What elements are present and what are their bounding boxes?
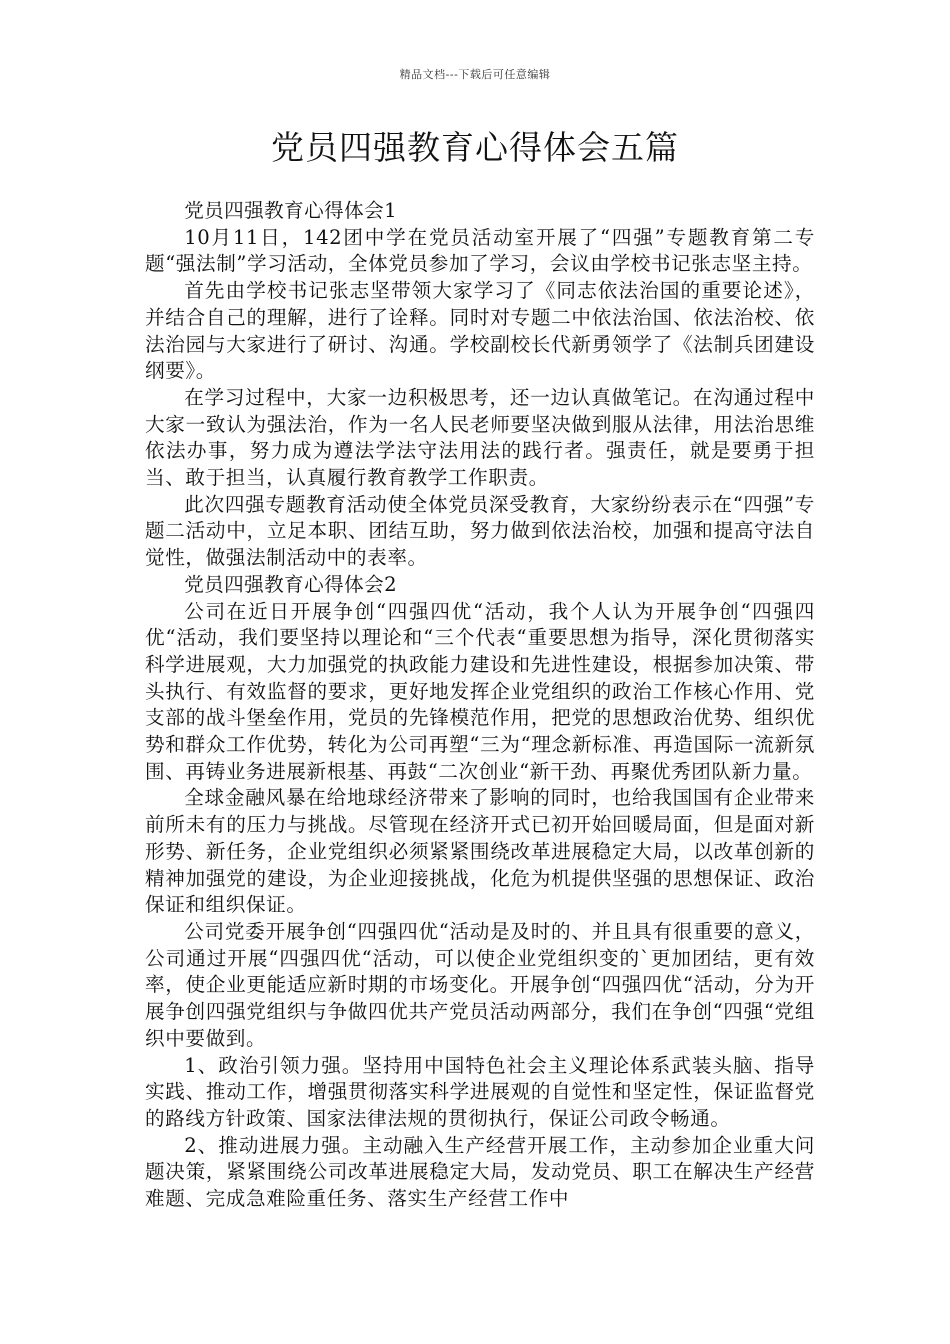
document-body	[145, 198, 815, 1213]
paragraph: 首先由学校书记张志坚带领大家学习了《同志依法治国的重要论述》，并结合自己的理解，进行了诠释。同时对专题二中依法治国、依法治校、依法治园与大家进行了研讨、沟通。学校副校长代新勇领学了《法制兵团建设纲要》。	[145, 279, 815, 383]
paragraph: 在学习过程中，大家一边积极思考，还一边认真做笔记。在沟通过程中大家一致认为强法治，作为一名人民老师要坚决做到服从法律，用法治思维依法办事，努力成为遵法学法守法用法的践行者。强责任，就是要勇于担当、敢于担当，认真履行教育教学工作职责。	[145, 385, 815, 490]
header-note: 精品文档---下载后可任意编辑	[399, 68, 551, 81]
paragraph: 此次四强专题教育活动使全体党员深受教育，大家纷纷表示在“四强”专题二活动中，立足本职、团结互助，努力做到依法治校，加强和提高守法自觉性，做强法制活动中的表率。	[145, 492, 815, 570]
paragraph: 10月11日，142团中学在党员活动室开展了“四强”专题教育第二专题“强法制”学习活动，全体党员参加了学习，会议由学校书记张志坚主持。	[145, 225, 815, 276]
paragraph: 全球金融风暴在给地球经济带来了影响的同时，也给我国国有企业带来前所未有的压力与挑战。尽管现在经济开式已初开始回暖局面，但是面对新形势、新任务，企业党组织必须紧紧围绕改革进展稳定大局，以改革创新的精神加强党的建设，为企业迎接挑战，化危为机提供坚强的思想保证、政治保证和组织保证。	[145, 786, 815, 917]
paragraph: 公司在近日开展争创“四强四优“活动，我个人认为开展争创“四强四优“活动，我们要坚持以理论和“三个代表“重要思想为指导，深化贯彻落实科学进展观，大力加强党的执政能力建设和先进性建设，根据参加决策、带头执行、有效监督的要求，更好地发挥企业党组织的政治工作核心作用、党支部的战斗堡垒作用，党员的先锋模范作用，把党的思想政治优势、组织优势和群众工作优势，转化为公司再塑“三为“理念新标准、再造国际一流新氛围、再铸业务进展新根基、再鼓“二次创业“新干劲、再聚优秀团队新力量。	[145, 599, 815, 783]
paragraph: 1、政治引领力强。坚持用中国特色社会主义理论体系武装头脑、指导实践、推动工作，增强贯彻落实科学进展观的自觉性和坚定性，保证监督党的路线方针政策、国家法律法规的贯彻执行，保证公司政令畅通。	[145, 1053, 815, 1130]
section-heading: 党员四强教育心得体会1	[184, 199, 397, 222]
document-title: 党员四强教育心得体会五篇	[271, 128, 679, 167]
section-heading: 党员四强教育心得体会2	[184, 572, 397, 596]
paragraph: 公司党委开展争创“四强四优“活动是及时的、并且具有很重要的意义，公司通过开展“四强四优“活动，可以使企业党组织变的`更加团结，更有效率，使企业更能适应新时期的市场变化。开展争创“四强四优“活动，分为开展争创四强党组织与争做四优共产党员活动两部分，我们在争创“四强“党组织中要做到。	[145, 919, 815, 1050]
paragraph: 2、推动进展力强。主动融入生产经营开展工作，主动参加企业重大问题决策，紧紧围绕公司改革进展稳定大局，发动党员、职工在解决生产经营难题、完成急难险重任务、落实生产经营工作中	[145, 1133, 815, 1211]
